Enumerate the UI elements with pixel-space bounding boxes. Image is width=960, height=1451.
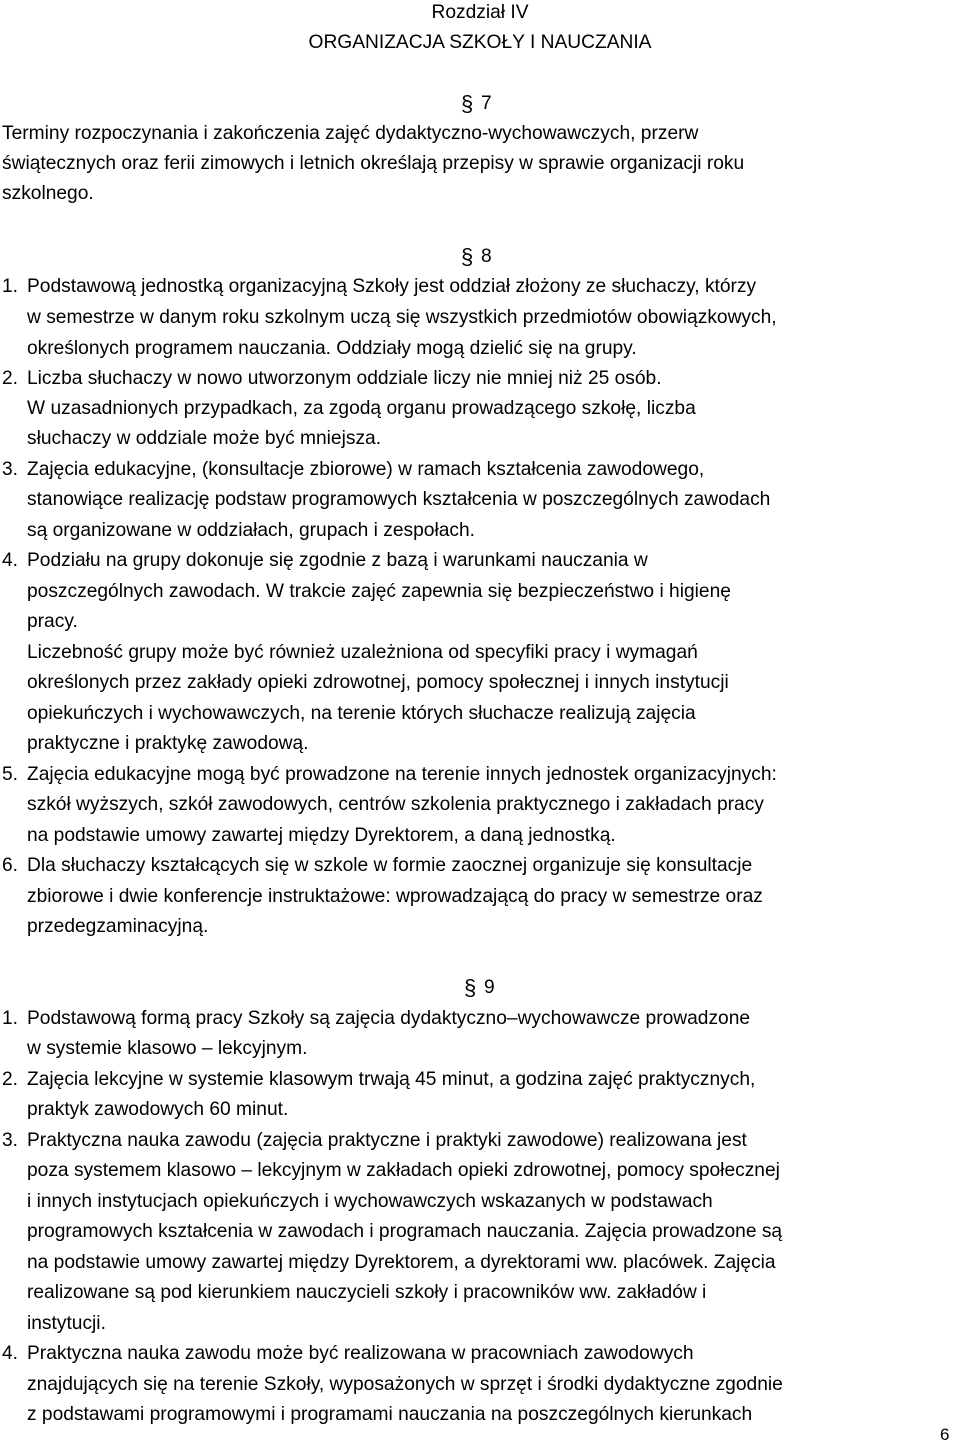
paragraph-line: szkolnego. [2, 183, 94, 204]
item-line: Dla słuchaczy kształcących się w szkole w formie zaocznej organizuje się konsultacje [27, 855, 753, 876]
item-line: Praktyczna nauka zawodu (zajęcia praktyczne i praktyki zawodowe) realizowana jest [27, 1130, 747, 1151]
item-line: słuchaczy w oddziale może być mniejsza. [27, 428, 382, 449]
item-line: Podziału na grupy dokonuje się zgodnie z bazą i warunkami nauczania w [27, 550, 648, 571]
page-number: 6 [940, 1425, 950, 1444]
item-line: W uzasadnionych przypadkach, za zgodą organu prowadzącego szkołę, liczba [27, 398, 696, 419]
section-symbol: § [461, 244, 474, 269]
item-number: 2. [2, 368, 19, 389]
item-line: w systemie klasowo – lekcyjnym. [27, 1038, 308, 1059]
item-number: 6. [2, 855, 19, 876]
item-line: na podstawie umowy zawartej między Dyrektorem, a daną jednostką. [27, 825, 616, 846]
item-line: Podstawową formą pracy Szkoły są zajęcia dydaktyczno–wychowawcze prowadzone [27, 1008, 751, 1029]
item-number: 3. [2, 1130, 19, 1151]
item-line: praktyczne i praktykę zawodową. [27, 733, 309, 754]
item-line: zbiorowe i dwie konferencje instruktażowe: wprowadzającą do pracy w semestrze oraz [27, 886, 763, 907]
paragraph-line: świątecznych oraz ferii zimowych i letnich określają przepisy w sprawie organizacji roku [2, 153, 745, 174]
item-number: 1. [2, 276, 19, 297]
item-line: stanowiące realizację podstaw programowych kształcenia w poszczególnych zawodach [27, 489, 771, 510]
item-line: Praktyczna nauka zawodu może być realizowana w pracowniach zawodowych [27, 1343, 694, 1364]
item-line: w semestrze w danym roku szkolnym uczą się wszystkich przedmiotów obowiązkowych, [27, 307, 777, 328]
item-line: i innych instytucjach opiekuńczych i wychowawczych wskazanych w podstawach [27, 1191, 713, 1212]
section-number: 9 [484, 977, 495, 998]
item-line: opiekuńczych i wychowawczych, na terenie których słuchacze realizują zajęcia [27, 703, 696, 724]
item-line: programowych kształcenia w zawodach i programach nauczania. Zajęcia prowadzone są [27, 1221, 783, 1242]
section-symbol: § [464, 975, 477, 1000]
chapter-title: ORGANIZACJA SZKOŁY I NAUCZANIA [308, 32, 652, 53]
item-line: Zajęcia edukacyjne mogą być prowadzone na terenie innych jednostek organizacyjnych: [27, 764, 777, 785]
chapter-heading: Rozdział IV [431, 2, 529, 23]
section-number: 7 [481, 93, 492, 114]
item-line: instytucji. [27, 1313, 106, 1334]
item-number: 4. [2, 1343, 19, 1364]
item-number: 3. [2, 459, 19, 480]
item-line: są organizowane w oddziałach, grupach i zespołach. [27, 520, 475, 541]
item-line: praktyk zawodowych 60 minut. [27, 1099, 289, 1120]
item-line: Liczba słuchaczy w nowo utworzonym oddziale liczy nie mniej niż 25 osób. [27, 368, 662, 389]
item-number: 2. [2, 1069, 19, 1090]
section-number: 8 [481, 246, 492, 267]
item-line: określonych programem nauczania. Oddziały mogą dzielić się na grupy. [27, 338, 637, 359]
item-line: Podstawową jednostką organizacyjną Szkoły jest oddział złożony ze słuchaczy, którzy [27, 276, 757, 297]
item-line: szkół wyższych, szkół zawodowych, centrów szkolenia praktycznego i zakładach pracy [27, 794, 764, 815]
item-line: przedegzaminacyjną. [27, 916, 209, 937]
item-number: 5. [2, 764, 19, 785]
item-line: Zajęcia lekcyjne w systemie klasowym trwają 45 minut, a godzina zajęć praktycznych, [27, 1069, 756, 1090]
item-line: znajdujących się na terenie Szkoły, wyposażonych w sprzęt i środki dydaktyczne zgodnie [27, 1374, 783, 1395]
item-line: z podstawami programowymi i programami nauczania na poszczególnych kierunkach [27, 1404, 753, 1425]
item-line: Zajęcia edukacyjne, (konsultacje zbiorowe) w ramach kształcenia zawodowego, [27, 459, 705, 480]
item-line: na podstawie umowy zawartej między Dyrektorem, a dyrektorami ww. placówek. Zajęcia [27, 1252, 776, 1273]
item-number: 1. [2, 1008, 19, 1029]
section-symbol: § [461, 91, 474, 116]
item-line: poszczególnych zawodach. W trakcie zajęć zapewnia się bezpieczeństwo i higienę [27, 581, 731, 602]
paragraph-line: Terminy rozpoczynania i zakończenia zajęć dydaktyczno-wychowawczych, przerw [2, 123, 699, 144]
item-line: określonych przez zakłady opieki zdrowotnej, pomocy społecznej i innych instytucji [27, 672, 729, 693]
item-line: Liczebność grupy może być również uzależniona od specyfiki pracy i wymagań [27, 642, 698, 663]
item-line: pracy. [27, 611, 78, 632]
item-number: 4. [2, 550, 19, 571]
item-line: poza systemem klasowo – lekcyjnym w zakładach opieki zdrowotnej, pomocy społecznej [27, 1160, 780, 1181]
item-line: realizowane są pod kierunkiem nauczycieli szkoły i pracowników ww. zakładów i [27, 1282, 707, 1303]
